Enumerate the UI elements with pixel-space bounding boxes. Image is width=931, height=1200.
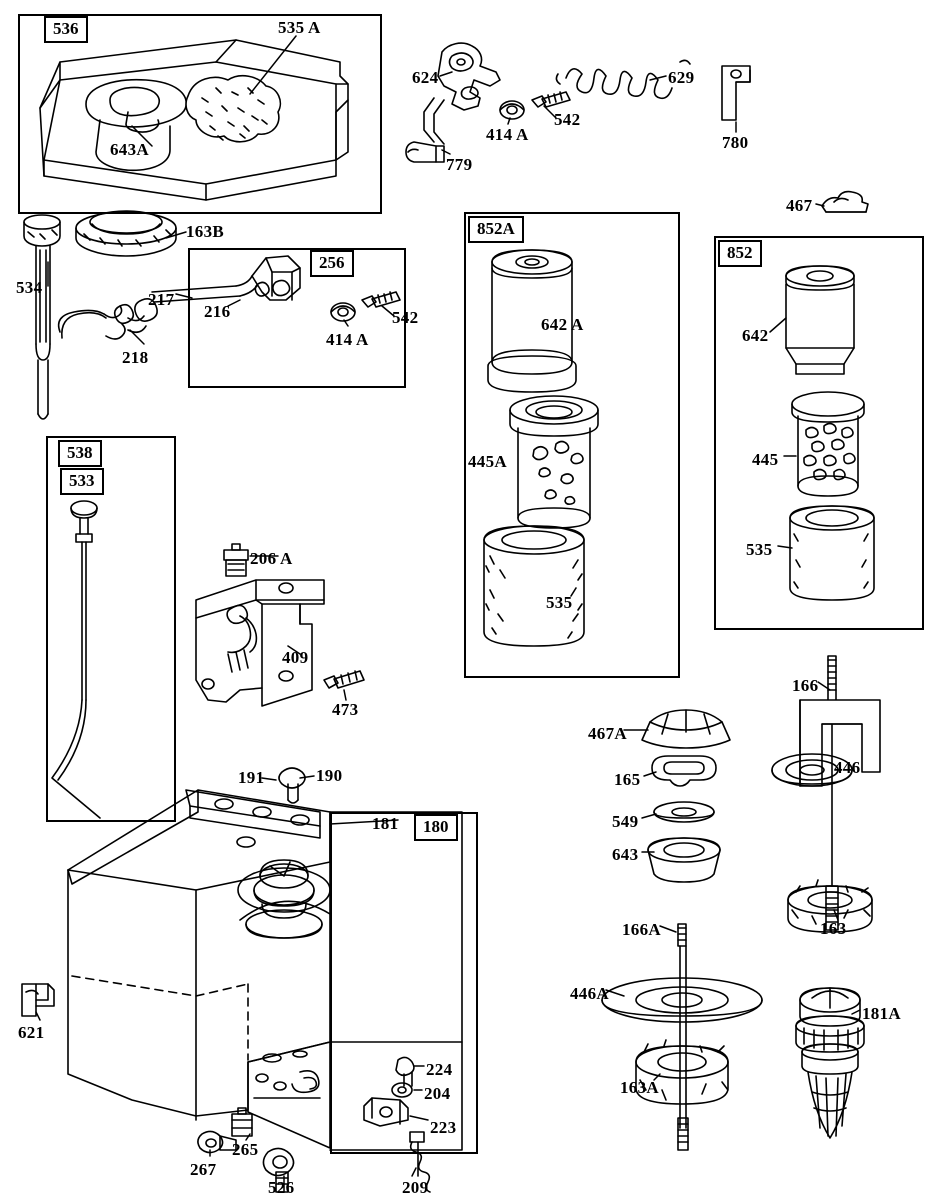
art-part-467a [642,710,730,748]
art-part-181a [796,988,864,1138]
boxed-label-852a: 852A [468,216,524,243]
art-part-534 [24,215,60,419]
part-label-535a: 535 A [278,18,321,37]
boxed-label-536: 536 [44,16,88,43]
art-part-206a [224,544,248,576]
part-label-445a: 445A [468,452,507,471]
part-label-163: 163 [820,919,847,938]
art-part-549 [654,802,714,822]
art-part-643 [648,838,720,882]
part-label-206a: 206 A [250,549,293,568]
part-label-216: 216 [204,302,231,321]
art-part-191-190 [279,768,305,803]
part-label-621: 621 [18,1023,45,1042]
part-label-218: 218 [122,348,149,367]
part-label-779: 779 [446,155,473,174]
part-label-165: 165 [614,770,641,789]
art-part-621 [22,984,54,1016]
part-label-643a: 643A [110,140,149,159]
boxed-label-852: 852 [718,240,762,267]
part-label-467a: 467A [588,724,627,743]
art-part-166-446 [772,656,880,930]
part-label-642: 642 [742,326,769,345]
part-label-534: 534 [16,278,43,297]
part-label-204: 204 [424,1084,451,1103]
part-label-409: 409 [282,648,309,667]
part-label-473: 473 [332,700,359,719]
art-part-542-top [532,92,570,107]
part-label-446a: 446A [570,984,609,1003]
part-label-163a: 163A [620,1078,659,1097]
boxed-label-538: 538 [58,440,102,467]
group-box-536 [18,14,382,214]
part-label-190: 190 [316,766,343,785]
group-box-852 [714,236,924,630]
art-part-473 [324,671,364,688]
part-label-166: 166 [792,676,819,695]
part-label-542-mid: 542 [392,308,419,327]
part-label-267: 267 [190,1160,217,1179]
part-label-217: 217 [148,290,175,309]
part-label-535-852a: 535 [546,593,573,612]
part-label-542-top: 542 [554,110,581,129]
part-label-181: 181 [372,814,399,833]
part-label-467: 467 [786,196,813,215]
part-label-549: 549 [612,812,639,831]
part-label-629: 629 [668,68,695,87]
part-label-191: 191 [238,768,265,787]
art-part-163b [76,211,176,256]
part-label-163b: 163B [186,222,225,241]
boxed-label-533: 533 [60,468,104,495]
part-label-414a-mid: 414 A [326,330,369,349]
art-part-165 [652,756,716,786]
boxed-label-256: 256 [310,250,354,277]
part-label-265: 265 [232,1140,259,1159]
part-label-642a: 642 A [541,315,584,334]
part-label-223: 223 [430,1118,457,1137]
art-part-467 [822,192,868,212]
part-label-414a-top: 414 A [486,125,529,144]
part-label-780: 780 [722,133,749,152]
art-part-166a-446a-163a [602,924,762,1150]
part-label-166a: 166A [622,920,661,939]
art-part-779 [406,142,444,162]
group-box-180 [330,812,478,1154]
part-label-535-852: 535 [746,540,773,559]
boxed-label-180: 180 [414,814,458,841]
part-label-624: 624 [412,68,439,87]
part-label-643: 643 [612,845,639,864]
part-label-209: 209 [402,1178,429,1197]
part-label-446: 446 [834,758,861,777]
art-part-780 [722,66,750,120]
part-label-181a: 181A [862,1004,901,1023]
art-part-414a-top [500,101,524,119]
part-label-445: 445 [752,450,779,469]
part-label-526: 526 [268,1178,295,1197]
art-part-409 [196,580,324,706]
part-label-224: 224 [426,1060,453,1079]
